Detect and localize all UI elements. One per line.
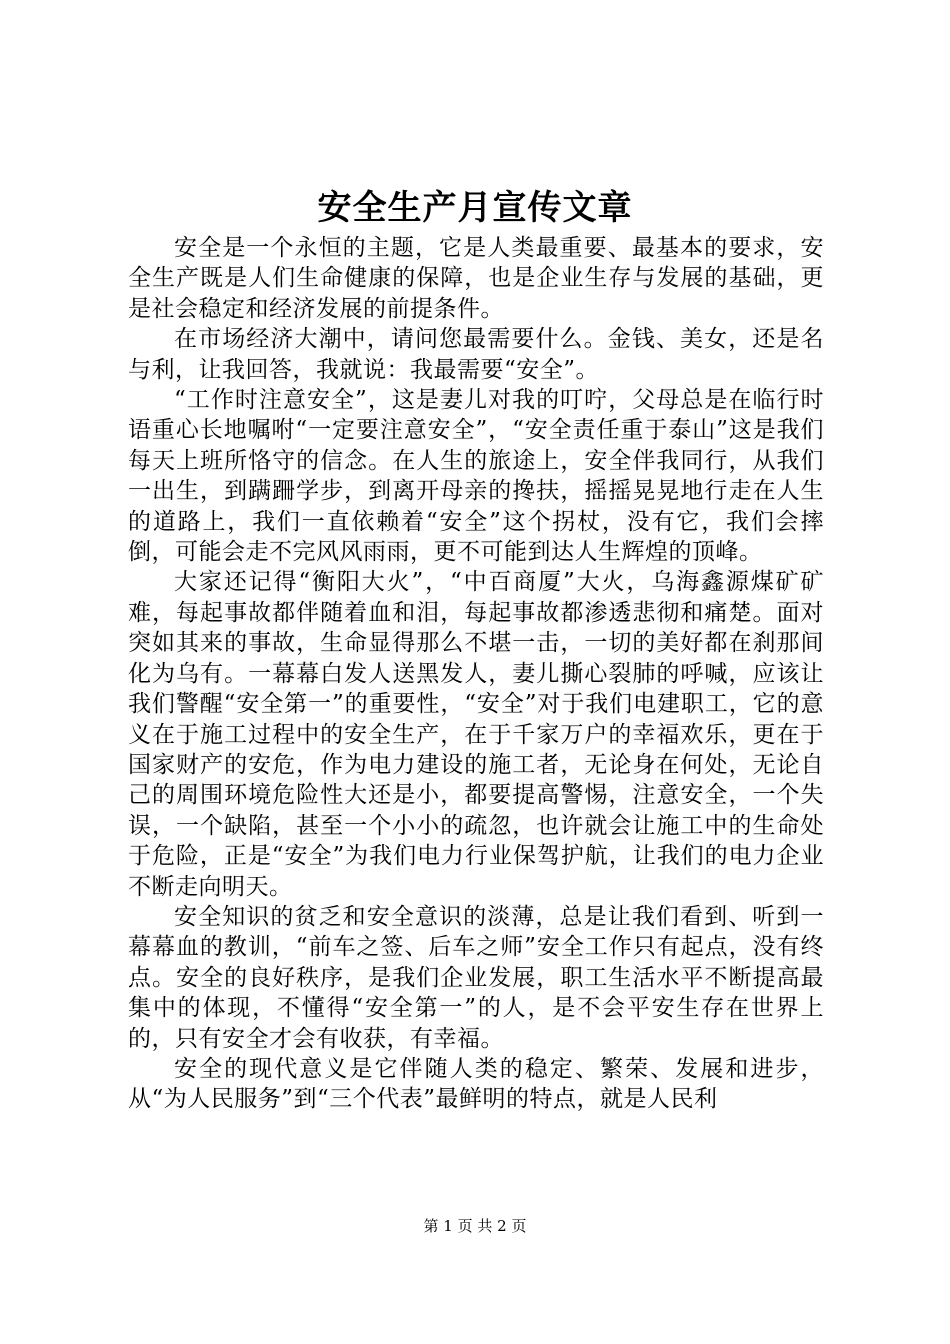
page-footer: 第 1 页 共 2 页 xyxy=(423,1217,527,1235)
document-title: 安全生产月宣传文章 xyxy=(317,188,633,228)
paragraph: 安全知识的贫乏和安全意识的淡薄，总是让我们看到、听到一幕幕血的教训，“前车之签、后车之师”安全工作只有起点，没有终点。安全的良好秩序，是我们企业发展，职工生活水平不断提高最集中的体现，不懂得“安全第一”的人，是不会平安生存在世界上的，只有安全才会有收获，有幸福。 xyxy=(128,903,824,1052)
paragraph: “工作时注意安全”，这是妻儿对我的叮咛，父母总是在临行时语重心长地嘱咐“一定要注意安全”，“安全责任重于泰山”这是我们每天上班所恪守的信念。在人生的旅途上，安全伴我同行，从我们一出生，到蹒跚学步，到离开母亲的搀扶，摇摇晃晃地行走在人生的道路上，我们一直依赖着“安全”这个拐杖，没有它，我们会摔倒，可能会走不完风风雨雨，更不可能到达人生辉煌的顶峰。 xyxy=(128,387,824,566)
paragraph: 安全的现代意义是它伴随人类的稳定、繁荣、发展和进步，从“为人民服务”到“三个代表”最鲜明的特点，就是人民利 xyxy=(128,1055,824,1113)
paragraph: 大家还记得“衡阳大火”，“中百商厦”大火，乌海鑫源煤矿矿难，每起事故都伴随着血和泪，每起事故都渗透悲彻和痛楚。面对突如其来的事故，生命显得那么不堪一击，一切的美好都在刹那间化为乌有。一幕幕白发人送黑发人，妻儿撕心裂肺的呼喊，应该让我们警醒“安全第一”的重要性，“安全”对于我们电建职工，它的意义在于施工过程中的安全生产，在于千家万户的幸福欢乐，更在于国家财产的安危，作为电力建设的施工者，无论身在何处，无论自己的周围环境危险性大还是小，都要提高警惕，注意安全，一个失误，一个缺陷，甚至一个小小的疏忽，也许就会让施工中的生命处于危险，正是“安全”为我们电力行业保驾护航，让我们的电力企业不断走向明天。 xyxy=(128,569,824,900)
paragraph: 在市场经济大潮中，请问您最需要什么。金钱、美女，还是名与利，让我回答，我就说：我最需要“安全”。 xyxy=(128,326,824,383)
paragraph: 安全是一个永恒的主题，它是人类最重要、最基本的要求，安全生产既是人们生命健康的保障，也是企业生存与发展的基础，更是社会稳定和经济发展的前提条件。 xyxy=(128,235,824,322)
document-body xyxy=(128,233,824,1115)
